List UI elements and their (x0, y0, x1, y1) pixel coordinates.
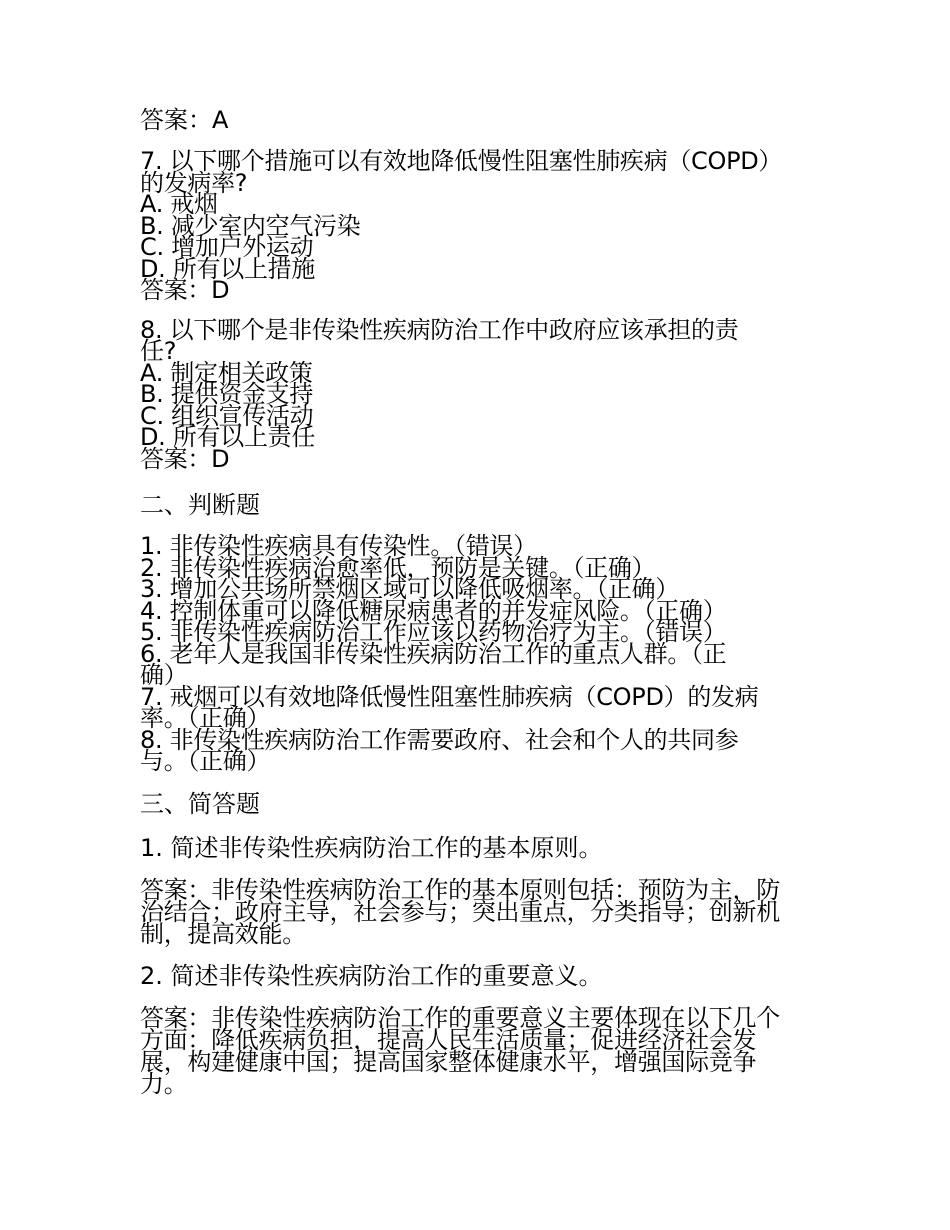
answer: 答案：D (140, 276, 230, 304)
answer-line: 答案：非传染性疾病防治工作的重要意义主要体现在以下几个 (140, 1003, 780, 1032)
section-title-true-false: 二、判断题 (140, 491, 260, 519)
answer-line: 答案：非传染性疾病防治工作的基本原则包括：预防为主，防 (140, 875, 780, 904)
short-question-1: 1. 简述非传染性疾病防治工作的基本原则。 (140, 833, 603, 862)
short-answer-2 (140, 1003, 820, 1098)
option-d: D. 所有以上措施 (140, 254, 316, 283)
list-item: 8. 非传染性疾病防治工作需要政府、社会和个人的共同参 (140, 725, 739, 754)
option-c: C. 增加户外运动 (140, 233, 314, 261)
question-8 (140, 315, 820, 473)
question-7 (140, 147, 820, 304)
answer-line: 制，提高效能。 (140, 919, 306, 948)
short-answer-1 (140, 875, 820, 948)
option-a: A. 戒烟 (140, 190, 218, 218)
question-stem: 任? (140, 337, 177, 365)
option-c: C. 组织宣传活动 (140, 401, 314, 430)
short-question-2: 2. 简述非传染性疾病防治工作的重要意义。 (140, 961, 603, 990)
list-item: 与。（正确） (140, 747, 271, 775)
list-item: 率。（正确） (140, 704, 271, 732)
previous-answer: 答案：A (140, 106, 229, 134)
list-item: 确） (140, 661, 188, 689)
option-d: D. 所有以上责任 (140, 423, 316, 451)
section-title-short-answer: 三、简答题 (140, 789, 260, 818)
answer-line: 力。 (140, 1069, 188, 1098)
question-stem: 的发病率? (140, 168, 248, 197)
question-stem: 7. 以下哪个措施可以有效地降低慢性阻塞性肺疾病（COPD） (140, 147, 783, 175)
list-item: 5. 非传染性疾病防治工作应该以药物治疗为主。（错误） (140, 618, 727, 646)
answer-line: 治结合；政府主导，社会参与；突出重点，分类指导；创新机 (140, 897, 780, 926)
true-false-list (140, 532, 820, 775)
answer-line: 方面：降低疾病负担，提高人民生活质量；促进经济社会发 (140, 1025, 757, 1054)
option-b: B. 减少室内空气污染 (140, 211, 361, 240)
list-item: 7. 戒烟可以有效地降低慢性阻塞性肺疾病（COPD）的发病 (140, 682, 759, 711)
question-stem: 8. 以下哪个是非传染性疾病防治工作中政府应该承担的责 (140, 315, 739, 344)
option-a: A. 制定相关政策 (140, 358, 313, 387)
list-item: 2. 非传染性疾病治愈率低，预防是关键。（正确） (140, 553, 656, 582)
option-b: B. 提供资金支持 (140, 380, 314, 408)
list-item: 3. 增加公共场所禁烟区域可以降低吸烟率。（正确） (140, 575, 680, 603)
document-page (140, 105, 820, 1107)
answer-line: 展，构建健康中国；提高国家整体健康水平，增强国际竞争 (140, 1047, 757, 1076)
list-item: 6. 老年人是我国非传染性疾病防治工作的重点人群。（正 (140, 639, 727, 668)
list-item: 4. 控制体重可以降低糖尿病患者的并发症风险。（正确） (140, 596, 727, 625)
answer: 答案：D (140, 444, 230, 473)
list-item: 1. 非传染性疾病具有传染性。（错误） (140, 532, 537, 560)
